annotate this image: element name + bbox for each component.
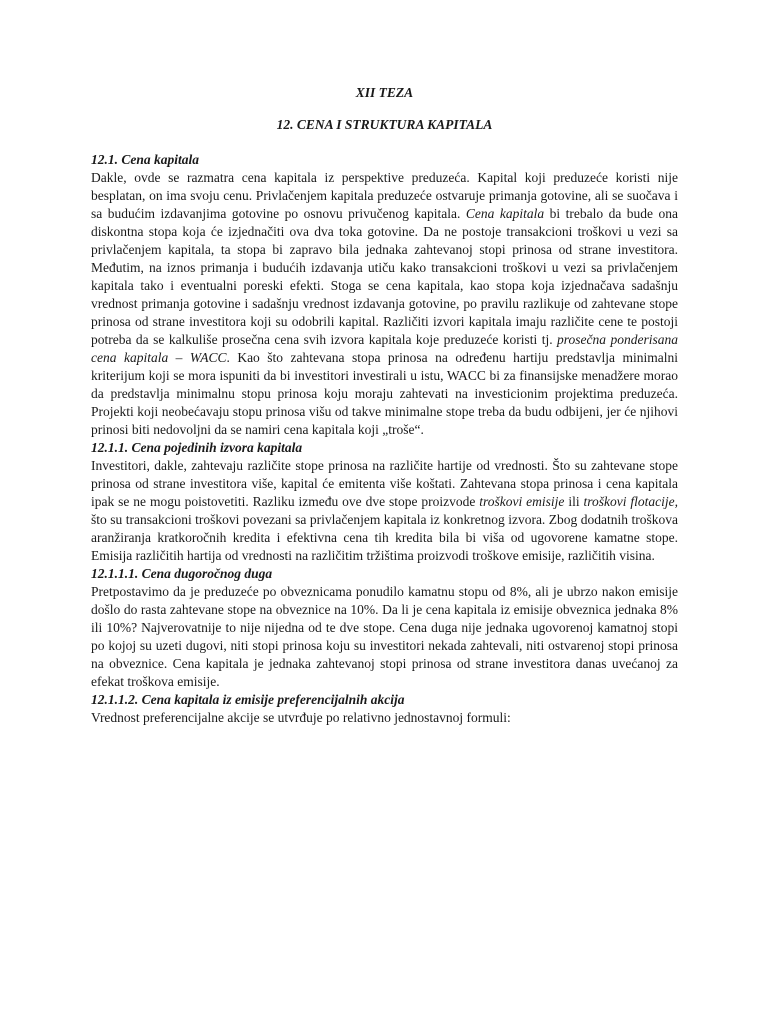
thesis-number: XII TEZA [355,85,414,100]
text-run: . Kao što zahtevana stopa prinosa na određenu hartiju predstavlja minimalni kriterijum koji se mora ispuniti da bi investitori investirali u istu, WACC bi za finansijske menadžere morao da predstavlja minimalnu stopu prinosa koju moraju zahtevati na investicionim projektima preduzeća. Projekti koji neobećavaju stopu prinosa višu od takve minimalne stope treba da budu odbijeni, jer će njihovi prinosi biti nedovoljni da se namiri cena kapitala koji „troše“. [91,350,678,437]
emphasis-term: Cena kapitala [465,206,545,221]
text-run: što su transakcioni troškovi povezani sa privlačenjem kapitala iz konkretnog izvora. Zbog dodatnih troškova aranžiranja kratkoročnih kredita i efektivna cena tih kredita bila bi viša od ugovorene kamatne stope. Emisija različitih hartija od vrednosti na različitim tržištima proizvodi troškove emisije, različitih visina. [91,512,678,563]
chapter-title: 12. CENA I STRUKTURA KAPITALA [276,117,493,132]
paragraph-preferencijalne-akcije: Vrednost preferencijalne akcije se utvrđuje po relativno jednostavnoj formuli: [91,710,511,725]
paragraph-dugorocni-dug: Pretpostavimo da je preduzeće po obveznicama ponudilo kamatnu stopu od 8%, ali je ubrzo nakon emisije došlo do rasta zahtevane stope na obveznice na 10%. Da li je cena kapitala iz emisije obveznica jednaka 8% ili 10%? Najverovatnije to nije nijedna od te dve stope. Cena duga nije jednaka ugovorenoj kamatnoj stopi po kojoj su uzeti dugovi, niti stopi prinosa koju su investitori nekada zahtevali, niti ostvarenoj stopi prinosa na obveznice. Cena kapitala je jednaka zahtevanoj stopi prinosa od strane investitora danas uvećanoj za efekat troškova emisije. [91,584,678,689]
paragraph-pojedini-izvori [91,457,678,565]
text-run: bi trebalo da bude ona diskontna stopa koja će izjednačiti ova dva toka gotovine. Da ne postoje transakcioni troškovi u vezi sa privlačenjem kapitala, ta stopa bi zapravo bila jednaka zahtevanoj stopi prinosa od strane investitora. Međutim, na iznos primanja i budućih izdavanja utiču kako transakcioni troškovi u vezi sa privlačenjem kapitala tako i eventualni poreski efekti. Stoga se cena kapitala, kao stopa koja izjednačava sadašnju vrednost primanja gotovine i sadašnju vrednost izdavanja gotovine, po pravilu razlikuje od zahtevane stope prinosa od strane investitora koji su odobrili kapital. Različiti izvori kapitala imaju različite cene te postoji potreba da se kalkuliše prosečna cena svih izvora kapitala koje preduzeće koristi tj. [91,206,679,347]
text-run: ili [564,494,584,509]
section-heading-cena-kapitala: 12.1. Cena kapitala [91,152,200,167]
section-heading-pojedini-izvori: 12.1.1. Cena pojedinih izvora kapitala [91,440,303,455]
emphasis-term: troškovi emisije [479,494,565,509]
emphasis-term: troškovi flotacije, [583,494,678,509]
section-heading-dugorocni-dug: 12.1.1.1. Cena dugoročnog duga [91,566,273,581]
text-run: Investitori, dakle, zahtevaju različite stope prinosa na različite hartije od vrednosti. Što su zahtevane stope prinosa od strane investitora više, kapital će emitenta više koštati. Zahtevana stopa prinosa i cena kapitala ipak se ne mogu poistovetiti. Razliku između ove dve stope proizvode [91,458,678,509]
paragraph-cena-kapitala [91,169,678,439]
section-heading-preferencijalne-akcije: 12.1.1.2. Cena kapitala iz emisije preferencijalnih akcija [91,692,405,707]
emphasis-term: prosečna ponderisana cena kapitala – WACC [91,332,678,365]
text-run: Dakle, ovde se razmatra cena kapitala iz perspektive preduzeća. Kapital koji preduzeće koristi nije besplatan, on ima svoju cenu. Privlačenjem kapitala preduzeće ostvaruje primanja gotovine, ali se suočava i sa budućim izdavanjima gotovine po osnovu privučenog kapitala. [91,170,678,221]
